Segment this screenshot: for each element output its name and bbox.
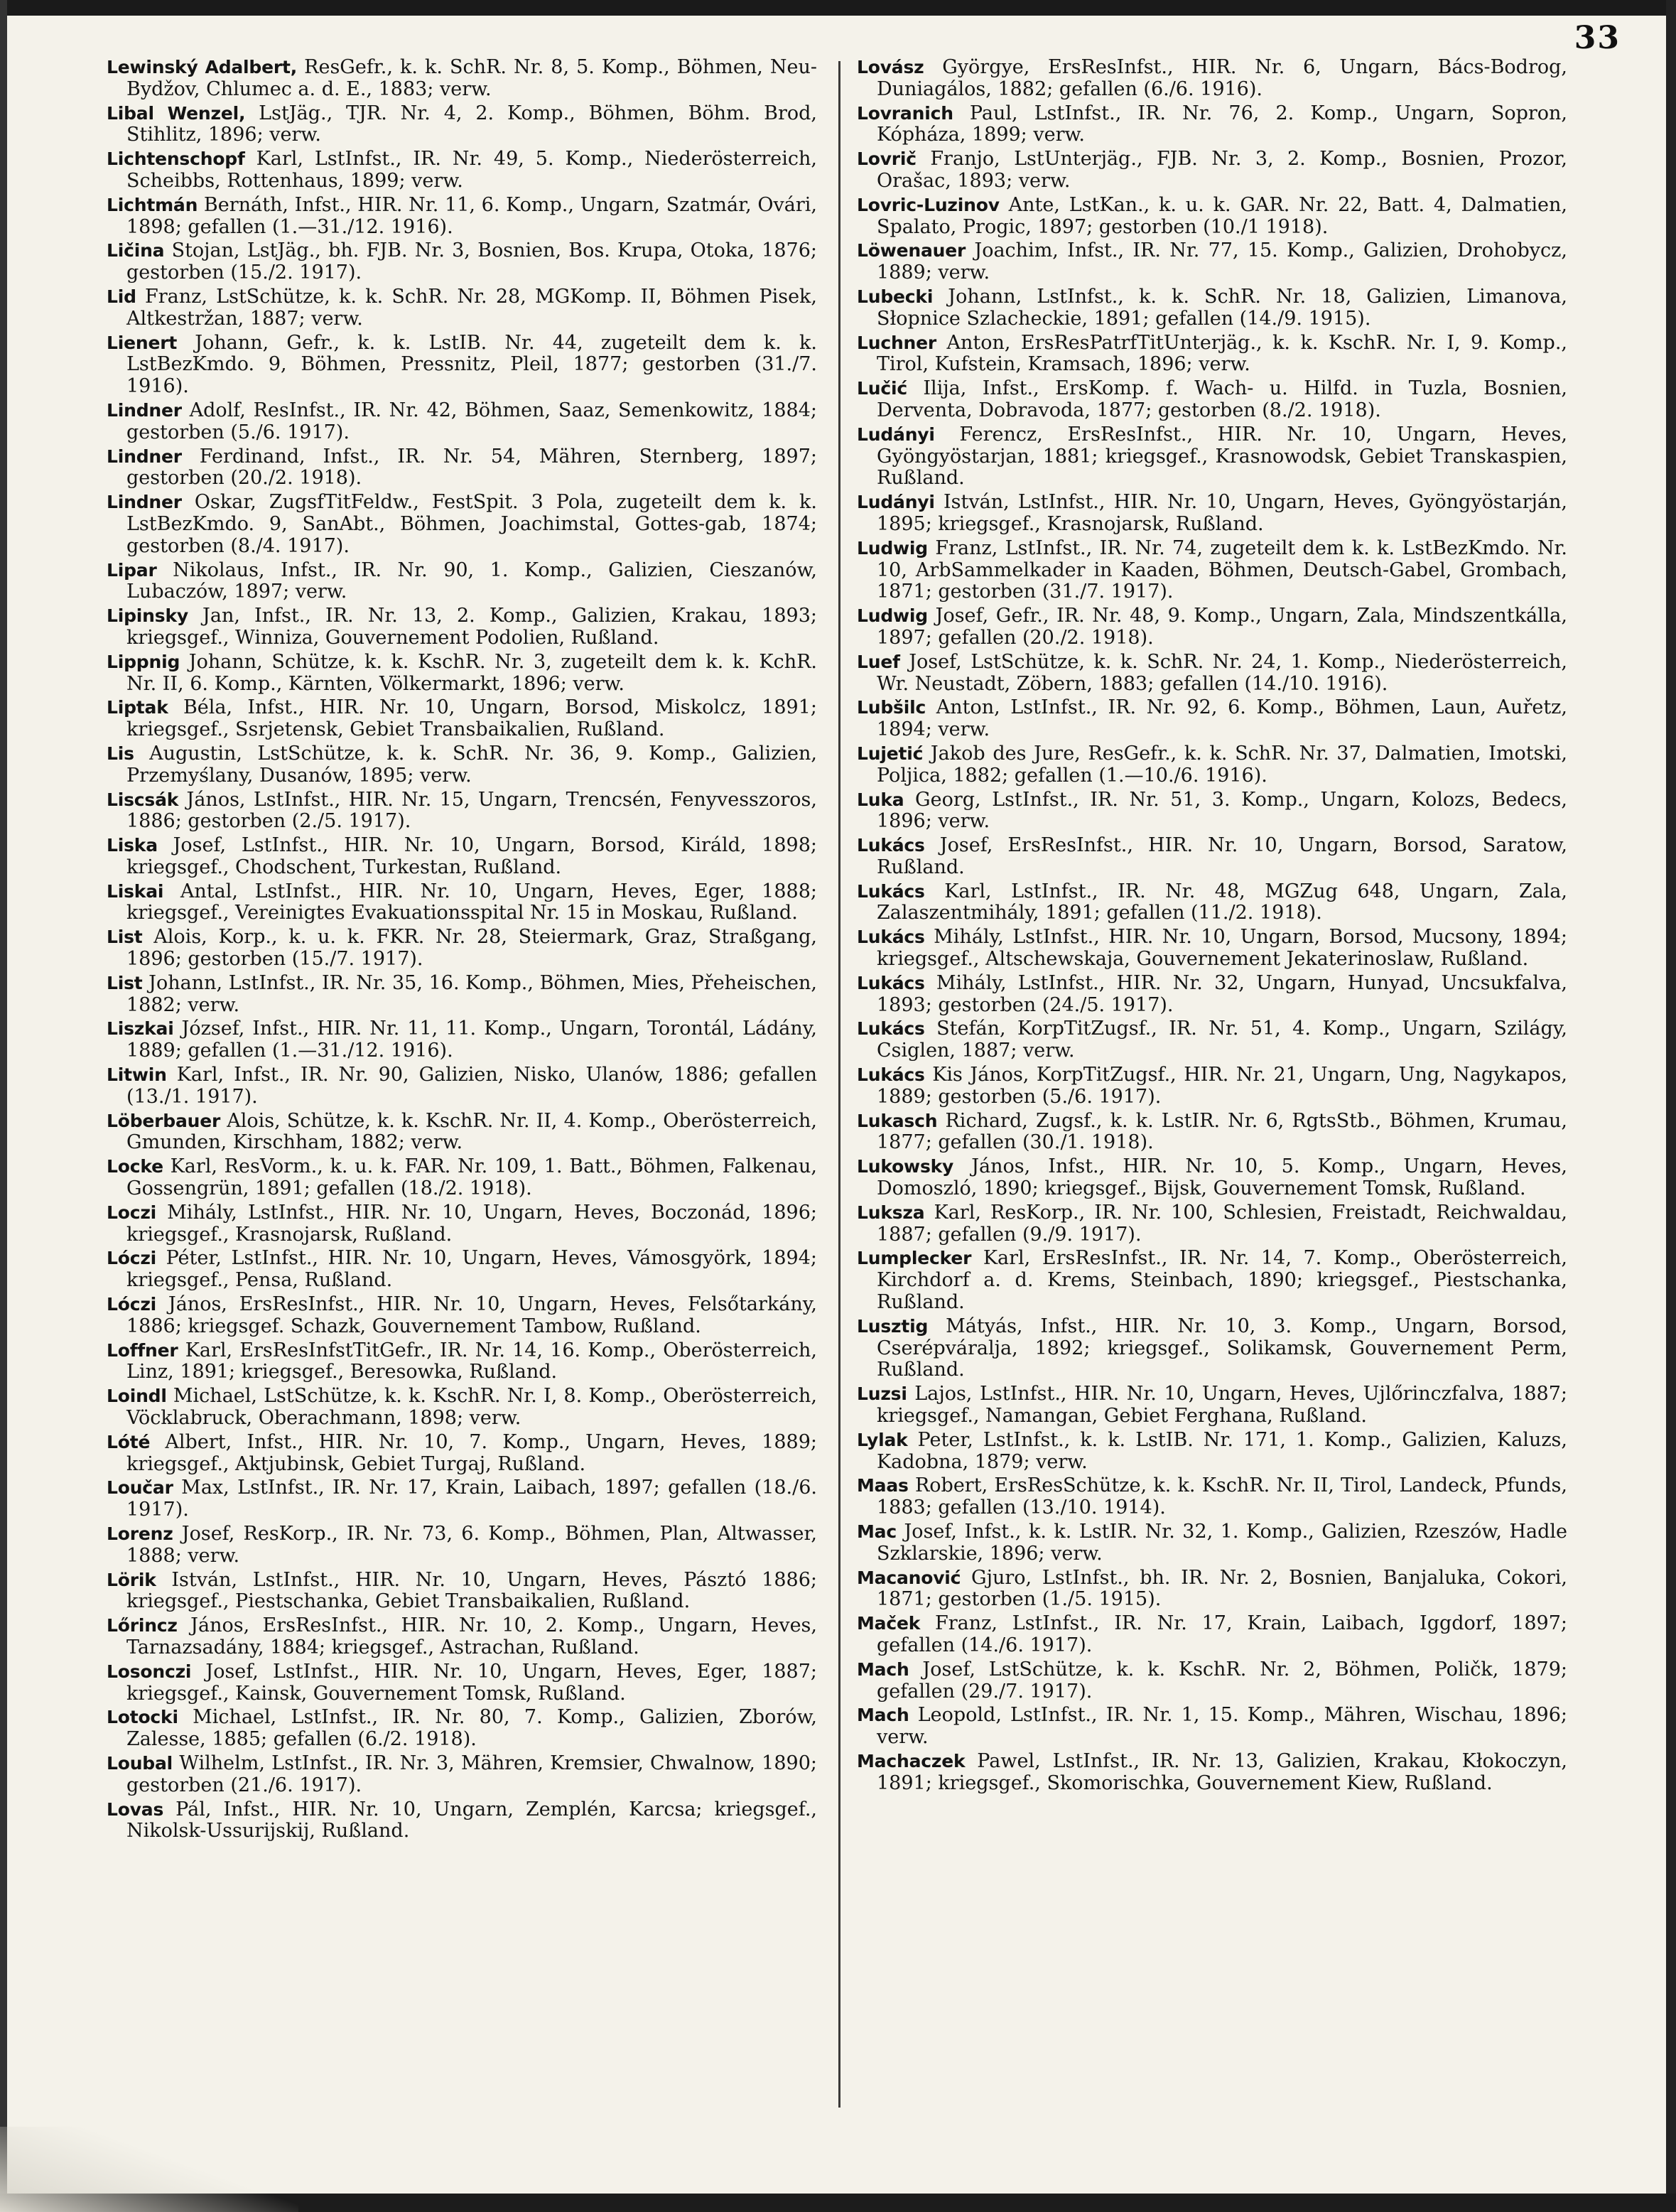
list-entry: [857, 1568, 1567, 1612]
entry-detail: Ferencz, ErsResInfst., HIR. Nr. 10, Ungarn, Heves, Gyöngyöstarjan, 1881; kriegsgef., Krasnowodsk, Gebiet Transkaspien, Rußland.: [877, 423, 1567, 490]
list-entry: [857, 1383, 1567, 1428]
entry-detail: Georg, LstInfst., IR. Nr. 51, 3. Komp., Ungarn, Kolozs, Bedecs, 1896; verw.: [877, 788, 1567, 833]
list-entry: [107, 927, 817, 971]
entry-detail: István, LstInfst., HIR. Nr. 10, Ungarn, Heves, Pásztó 1886; kriegsgef., Piestschanka, Gebiet Transbaikalien, Rußland.: [126, 1568, 817, 1613]
list-entry: [107, 1340, 817, 1384]
list-entry: [107, 1477, 817, 1521]
list-entry: [107, 286, 817, 330]
entry-name: Loučar: [107, 1477, 173, 1499]
entry-detail: Leopold, LstInfst., IR. Nr. 1, 15. Komp., Mähren, Wischau, 1896; verw.: [877, 1704, 1567, 1749]
entry-name: Lis: [107, 743, 134, 764]
list-entry: [857, 927, 1567, 971]
entry-detail: János, ErsResInfst., HIR. Nr. 10, 2. Komp., Ungarn, Heves, Tarnazsadány, 1884; kriegsgef., Astrachan, Rußland.: [126, 1614, 817, 1658]
list-entry: [107, 881, 817, 925]
list-entry: [857, 1018, 1567, 1062]
entry-detail: Lajos, LstInfst., HIR. Nr. 10, Ungarn, Heves, Ujlőrinczfalva, 1887; kriegsgef., Namangan, Gebiet Ferghana, Rußland.: [877, 1383, 1567, 1428]
entry-name: Lóczi: [107, 1248, 157, 1269]
entry-detail: Anton, LstInfst., IR. Nr. 92, 6. Komp., Böhmen, Laun, Auřetz, 1894; verw.: [877, 696, 1567, 741]
entry-name: Lorenz: [107, 1523, 173, 1544]
entry-name: Lubecki: [857, 286, 934, 307]
entry-detail: Max, LstInfst., IR. Nr. 17, Krain, Laibach, 1897; gefallen (18./6. 1917).: [126, 1477, 817, 1521]
entry-detail: Ilija, Infst., ErsKomp. f. Wach- u. Hilfd. in Tuzla, Bosnien, Derventa, Dobravoda, 1877; gestorben (8./2. 1918).: [877, 377, 1567, 421]
list-entry: [107, 492, 817, 557]
entry-name: Lukács: [857, 927, 925, 948]
entry-detail: Alois, Korp., k. u. k. FKR. Nr. 28, Steiermark, Graz, Straßgang, 1896; gestorben (15./7. 1917).: [126, 926, 817, 971]
entry-name: Liskai: [107, 880, 164, 902]
entry-name: Lukács: [857, 880, 925, 902]
entry-detail: Mihály, LstInfst., HIR. Nr. 10, Ungarn, Heves, Boczonád, 1896; kriegsgef., Krasnojarsk, Rußland.: [126, 1201, 817, 1246]
entry-name: Lóté: [107, 1431, 151, 1452]
entry-detail: Bernáth, Infst., HIR. Nr. 11, 6. Komp., Ungarn, Szatmár, Ovári, 1898; gefallen (1.—31./12. 1916).: [126, 193, 817, 238]
list-entry: [857, 652, 1567, 696]
entry-name: Luka: [857, 789, 904, 810]
list-entry: [857, 1430, 1567, 1474]
entry-detail: Josef, LstInfst., HIR. Nr. 10, Ungarn, Borsod, Királd, 1898; kriegsgef., Chodschent, Turkestan, Rußland.: [126, 834, 817, 878]
entry-detail: Mátyás, Infst., HIR. Nr. 10, 3. Komp., Ungarn, Borsod, Cserépváralja, 1892; kriegsgef., Solikamsk, Gouvernement Perm, Rußland.: [877, 1315, 1567, 1381]
list-entry: [857, 1064, 1567, 1108]
entry-detail: Peter, LstInfst., k. k. LstIB. Nr. 171, 1. Komp., Galizien, Kaluzs, Kadobna, 1879; verw.: [877, 1428, 1567, 1473]
entry-name: Lučić: [857, 378, 907, 399]
entry-name: Libal Wenzel,: [107, 102, 246, 124]
list-entry: [857, 1521, 1567, 1565]
entry-name: Ludányi: [857, 492, 935, 513]
list-entry: [857, 286, 1567, 330]
entry-detail: Györgye, ErsResInfst., HIR. Nr. 6, Ungarn, Bács-Bodrog, Duniagálos, 1882; gefallen (6./6. 1916).: [877, 57, 1567, 100]
entry-name: Lukowsky: [857, 1156, 954, 1177]
entry-detail: Josef, Infst., k. k. LstIR. Nr. 32, 1. Komp., Galizien, Rzeszów, Hadle Szklarskie, 1896; verw.: [877, 1521, 1567, 1565]
entry-name: Ličina: [107, 240, 165, 261]
entry-detail: Wilhelm, LstInfst., IR. Nr. 3, Mähren, Kremsier, Chwalnow, 1890; gestorben (21./6. 1917).: [126, 1752, 817, 1796]
entry-detail: Karl, ErsResInfstTitGefr., IR. Nr. 14, 16. Komp., Oberösterreich, Linz, 1891; kriegsgef., Beresowka, Rußland.: [126, 1339, 817, 1383]
list-entry: [857, 1613, 1567, 1657]
list-entry: [107, 743, 817, 787]
entry-detail: Franz, LstInfst., IR. Nr. 17, Krain, Laibach, Iggdorf, 1897; gefallen (14./6. 1917).: [877, 1612, 1567, 1656]
list-entry: [107, 240, 817, 284]
list-entry: [857, 1316, 1567, 1381]
list-entry: [857, 605, 1567, 649]
entry-name: Lindner: [107, 492, 182, 513]
entry-detail: Franjo, LstUnterjäg., FJB. Nr. 3, 2. Komp., Bosnien, Prozor, Orašac, 1893; verw.: [877, 148, 1567, 192]
entry-name: Lusztig: [857, 1315, 929, 1337]
list-entry: [857, 195, 1567, 239]
entry-detail: János, LstInfst., HIR. Nr. 15, Ungarn, Trencsén, Fenyvesszoros, 1886; gestorben (2./5. 1917).: [126, 788, 817, 833]
entry-name: Lovrič: [857, 149, 917, 170]
entry-name: Mach: [857, 1705, 909, 1726]
entry-name: Liska: [107, 835, 158, 856]
entry-detail: Antal, LstInfst., HIR. Nr. 10, Ungarn, Heves, Eger, 1888; kriegsgef., Vereinigtes Evakuationsspital Nr. 15 in Moskau, Rußland.: [126, 880, 817, 924]
entry-name: Luchner: [857, 332, 937, 353]
entry-name: Lörik: [107, 1569, 156, 1590]
list-entry: [107, 605, 817, 649]
entry-name: Mach: [857, 1658, 909, 1680]
entry-detail: ResGefr., k. k. SchR. Nr. 8, 5. Komp., Böhmen, Neu-Bydžov, Chlumec a. d. E., 1883; verw.: [126, 57, 817, 100]
entry-name: Loindl: [107, 1386, 167, 1407]
paper-tear-shadow: [0, 2127, 298, 2212]
entry-detail: Stefán, KorpTitZugsf., IR. Nr. 51, 4. Komp., Ungarn, Szilágy, Csiglen, 1887; verw.: [877, 1018, 1567, 1062]
entry-name: Machaczek: [857, 1750, 966, 1771]
entry-detail: Karl, LstInfst., IR. Nr. 49, 5. Komp., Niederösterreich, Scheibbs, Rottenhaus, 1899; verw.: [126, 148, 817, 192]
list-entry: [107, 1156, 817, 1200]
entry-detail: Alois, Schütze, k. k. KschR. Nr. II, 4. Komp., Oberösterreich, Gmunden, Kirschham, 1882; verw.: [126, 1109, 817, 1154]
scan-edge-left: [0, 0, 7, 2212]
entry-detail: LstJäg., TJR. Nr. 4, 2. Komp., Böhmen, Böhm. Brod, Stihlitz, 1896; verw.: [126, 102, 817, 146]
list-entry: [107, 652, 817, 696]
entry-name: List: [107, 972, 143, 993]
entry-detail: Albert, Infst., HIR. Nr. 10, 7. Komp., Ungarn, Heves, 1889; kriegsgef., Aktjubinsk, Gebiet Turgaj, Rußland.: [126, 1430, 817, 1475]
list-entry: [107, 1248, 817, 1292]
entry-detail: Ante, LstKan., k. u. k. GAR. Nr. 22, Batt. 4, Dalmatien, Spalato, Progic, 1897; gestorben (10./1 1918).: [877, 193, 1567, 238]
entry-detail: Karl, ResVorm., k. u. k. FAR. Nr. 109, 1. Batt., Böhmen, Falkenau, Gossengrün, 1891; gefallen (18./2. 1918).: [126, 1155, 817, 1200]
entry-name: Luzsi: [857, 1383, 907, 1405]
entry-detail: Josef, LstSchütze, k. k. SchR. Nr. 24, 1. Komp., Niederösterreich, Wr. Neustadt, Zöbern, 1883; gefallen (14./10. 1916).: [877, 650, 1567, 695]
entry-name: Lichtmán: [107, 194, 198, 215]
column-divider: [838, 61, 840, 2108]
list-entry: [107, 1799, 817, 1843]
list-entry: [857, 1475, 1567, 1519]
entry-detail: Karl, LstInfst., IR. Nr. 48, MGZug 648, Ungarn, Zala, Zalaszentmihály, 1891; gefallen (11./2. 1918).: [877, 880, 1567, 924]
entry-detail: István, LstInfst., HIR. Nr. 10, Ungarn, Heves, Gyöngyöstarján, 1895; kriegsgef., Krasnojarsk, Rußland.: [877, 491, 1567, 535]
entry-name: Lovas: [107, 1798, 164, 1820]
list-entry: [857, 1248, 1567, 1313]
entry-detail: Robert, ErsResSchütze, k. k. KschR. Nr. II, Tirol, Landeck, Pfunds, 1883; gefallen (13./10. 1914).: [877, 1474, 1567, 1519]
list-entry: [107, 1064, 817, 1108]
list-entry: [107, 149, 817, 193]
entry-detail: Karl, ErsResInfst., IR. Nr. 14, 7. Komp., Oberösterreich, Kirchdorf a. d. Krems, Steinbach, 1890; kriegsgef., Piestschanka, Rußland.: [877, 1247, 1567, 1314]
entry-detail: Stojan, LstJäg., bh. FJB. Nr. 3, Bosnien, Bos. Krupa, Otoka, 1876; gestorben (15./2. 1917).: [126, 239, 817, 284]
list-entry: [857, 57, 1567, 101]
list-entry: [107, 1661, 817, 1705]
entry-name: Maas: [857, 1475, 909, 1496]
entry-detail: Richard, Zugsf., k. k. LstIR. Nr. 6, RgtsStb., Böhmen, Krumau, 1877; gefallen (30./1. 1918).: [877, 1109, 1567, 1154]
entry-name: Loubal: [107, 1752, 173, 1774]
entry-detail: Johann, Gefr., k. k. LstIB. Nr. 44, zugeteilt dem k. k. LstBezKmdo. 9, Böhmen, Pressnitz, Pleil, 1877; gestorben (31./7. 1916).: [126, 331, 817, 398]
list-entry: [857, 743, 1567, 787]
list-entry: [107, 789, 817, 833]
entry-name: Löwenauer: [857, 240, 966, 261]
entry-name: Liptak: [107, 697, 168, 718]
entry-name: Lippnig: [107, 651, 180, 672]
entry-detail: Paul, LstInfst., IR. Nr. 76, 2. Komp., Ungarn, Sopron, Kópháza, 1899; verw.: [877, 102, 1567, 146]
entry-detail: József, Infst., HIR. Nr. 11, 11. Komp., Ungarn, Torontál, Ládány, 1889; gefallen (1.—31./12. 1916).: [126, 1018, 817, 1062]
entry-name: Lukács: [857, 972, 925, 993]
entry-name: Litwin: [107, 1064, 167, 1086]
list-entry: [107, 57, 817, 101]
list-entry: [857, 424, 1567, 490]
entry-name: Lid: [107, 286, 136, 307]
entry-name: Luksza: [857, 1202, 925, 1223]
entry-detail: Mihály, LstInfst., HIR. Nr. 32, Ungarn, Hunyad, Uncsukfalva, 1893; gestorben (24./5. 1917).: [877, 971, 1567, 1016]
list-entry: [107, 333, 817, 398]
entry-name: Lukács: [857, 1018, 925, 1040]
entry-name: Lóczi: [107, 1294, 157, 1315]
entry-name: Liszkai: [107, 1018, 174, 1040]
list-entry: [107, 400, 817, 444]
entry-name: Lipinsky: [107, 605, 188, 627]
entry-name: Lovric-Luzinov: [857, 194, 1000, 215]
list-entry: [107, 1523, 817, 1568]
entry-name: Lovranich: [857, 102, 953, 124]
entry-name: List: [107, 927, 143, 948]
entry-detail: Johann, LstInfst., IR. Nr. 35, 16. Komp., Böhmen, Mies, Přeheischen, 1882; verw.: [126, 971, 817, 1016]
entry-name: Lumplecker: [857, 1248, 972, 1269]
entry-detail: Nikolaus, Infst., IR. Nr. 90, 1. Komp., Galizien, Cieszanów, Lubaczów, 1897; verw.: [126, 559, 817, 603]
entry-detail: Augustin, LstSchütze, k. k. SchR. Nr. 36, 9. Komp., Galizien, Przemyślany, Dusanów, 1895; verw.: [126, 742, 817, 787]
entry-detail: Gjuro, LstInfst., bh. IR. Nr. 2, Bosnien, Banjaluka, Cokori, 1871; gestorben (1./5. 1915).: [877, 1566, 1567, 1611]
list-entry: [857, 240, 1567, 284]
entry-detail: Mihály, LstInfst., HIR. Nr. 10, Ungarn, Borsod, Mucsony, 1894; kriegsgef., Altschewskaja, Gouvernement Jekaterinoslaw, Rußland.: [877, 926, 1567, 971]
entry-name: Lipar: [107, 559, 157, 581]
entry-name: Lotocki: [107, 1707, 178, 1728]
list-entry: [107, 1615, 817, 1659]
list-entry: [107, 1432, 817, 1476]
list-entry: [107, 1707, 817, 1751]
entry-detail: Josef, ResKorp., IR. Nr. 73, 6. Komp., Böhmen, Plan, Altwasser, 1888; verw.: [126, 1523, 817, 1567]
entry-name: Loczi: [107, 1202, 157, 1223]
entry-detail: Josef, LstInfst., HIR. Nr. 10, Ungarn, Heves, Eger, 1887; kriegsgef., Kainsk, Gouvernement Tomsk, Rußland.: [126, 1660, 817, 1705]
entry-name: Mac: [857, 1521, 897, 1542]
entry-name: Lindner: [107, 446, 182, 467]
entry-detail: Michael, LstSchütze, k. k. KschR. Nr. I, 8. Komp., Oberösterreich, Vöcklabruck, Oberachmann, 1898; verw.: [126, 1385, 817, 1430]
list-entry: [107, 697, 817, 741]
entry-name: Luef: [857, 651, 900, 672]
entry-detail: Johann, Schütze, k. k. KschR. Nr. 3, zugeteilt dem k. k. KchR. Nr. II, 6. Komp., Kärnten, Völkermarkt, 1896; verw.: [126, 650, 817, 695]
list-entry: [857, 697, 1567, 741]
list-entry: [107, 1018, 817, 1062]
scan-edge-top: [0, 0, 1676, 16]
list-entry: [107, 560, 817, 604]
list-entry: [857, 333, 1567, 377]
list-entry: [857, 1111, 1567, 1155]
entry-name: Ludwig: [857, 537, 928, 559]
entry-detail: Ferdinand, Infst., IR. Nr. 54, Mähren, Sternberg, 1897; gestorben (20./2. 1918).: [126, 445, 817, 490]
entry-name: Losonczi: [107, 1661, 192, 1682]
entry-name: Loffner: [107, 1339, 178, 1361]
entry-name: Locke: [107, 1156, 163, 1177]
entry-name: Lujetić: [857, 743, 924, 764]
list-entry: [857, 789, 1567, 833]
list-entry: [107, 1111, 817, 1155]
list-entry: [857, 1659, 1567, 1703]
entry-name: Lovász: [857, 57, 924, 77]
entry-detail: Kis János, KorpTitZugsf., HIR. Nr. 21, Ungarn, Ung, Nagykapos, 1889; gestorben (5./6. 1917).: [877, 1064, 1567, 1108]
list-entry: [857, 973, 1567, 1017]
list-entry: [857, 1705, 1567, 1749]
list-entry: [857, 538, 1567, 603]
list-entry: [107, 835, 817, 879]
list-entry: [857, 378, 1567, 422]
scan-edge-right: [1666, 0, 1676, 2212]
list-entry: [857, 835, 1567, 879]
entry-detail: Pál, Infst., HIR. Nr. 10, Ungarn, Zemplén, Karcsa; kriegsgef., Nikolsk-Ussurijskij, Rußland.: [126, 1798, 817, 1843]
list-entry: [857, 1751, 1567, 1795]
entry-detail: Karl, Infst., IR. Nr. 90, Galizien, Nisko, Ulanów, 1886; gefallen (13./1. 1917).: [126, 1064, 817, 1108]
entry-detail: Béla, Infst., HIR. Nr. 10, Ungarn, Borsod, Miskolcz, 1891; kriegsgef., Ssrjetensk, Gebiet Transbaikalien, Rußland.: [126, 696, 817, 741]
entry-detail: Josef, ErsResInfst., HIR. Nr. 10, Ungarn, Borsod, Saratow, Rußland.: [877, 834, 1567, 878]
entry-detail: Joachim, Infst., IR. Nr. 77, 15. Komp., Galizien, Drohobycz, 1889; verw.: [877, 239, 1567, 284]
list-entry: [857, 492, 1567, 536]
entry-name: Lylak: [857, 1429, 908, 1450]
entry-name: Lindner: [107, 399, 182, 421]
entry-name: Lukács: [857, 835, 925, 856]
list-entry: [107, 1202, 817, 1246]
entry-name: Lubšilc: [857, 697, 926, 718]
list-entry: [857, 1202, 1567, 1246]
entry-detail: János, Infst., HIR. Nr. 10, 5. Komp., Ungarn, Heves, Domoszló, 1890; kriegsgef., Bijsk, Gouvernement Tomsk, Rußland.: [877, 1155, 1567, 1200]
left-column: [107, 57, 817, 2110]
entry-detail: Josef, LstSchütze, k. k. KschR. Nr. 2, Böhmen, Poličk, 1879; gefallen (29./7. 1917).: [877, 1658, 1567, 1703]
list-entry: [857, 149, 1567, 193]
entry-detail: Jakob des Jure, ResGefr., k. k. SchR. Nr. 37, Dalmatien, Imotski, Poljica, 1882; gefallen (1.—10./6. 1916).: [877, 742, 1567, 787]
list-entry: [107, 973, 817, 1017]
entry-name: Löberbauer: [107, 1110, 221, 1131]
entry-name: Lukács: [857, 1064, 925, 1086]
list-entry: [107, 195, 817, 239]
entry-name: Ludányi: [857, 423, 935, 445]
entry-detail: Franz, LstInfst., IR. Nr. 74, zugeteilt dem k. k. LstBezKmdo. Nr. 10, ArbSammelkader in Kaaden, Böhmen, Deutsch-Gabel, Grombach, 1871; gestorben (31./7. 1917).: [877, 536, 1567, 603]
entry-name: Ludwig: [857, 605, 928, 627]
entry-name: Macanović: [857, 1567, 961, 1588]
entry-name: Lienert: [107, 332, 178, 353]
entry-detail: Oskar, ZugsfTitFeldw., FestSpit. 3 Pola, zugeteilt dem k. k. LstBezKmdo. 9, SanAbt., Böhmen, Joachimstal, Gottes-gab, 1874; gestorben (8./4. 1917).: [126, 491, 817, 557]
right-column: [857, 57, 1567, 2110]
entry-detail: János, ErsResInfst., HIR. Nr. 10, Ungarn, Heves, Felsőtarkány, 1886; kriegsgef. Schazk, Gouvernement Tambow, Rußland.: [126, 1293, 817, 1337]
list-entry: [107, 1294, 817, 1338]
list-entry: [107, 446, 817, 490]
entry-detail: Karl, ResKorp., IR. Nr. 100, Schlesien, Freistadt, Reichwaldau, 1887; gefallen (9./9. 1917).: [877, 1201, 1567, 1246]
entry-detail: Adolf, ResInfst., IR. Nr. 42, Böhmen, Saaz, Semenkowitz, 1884; gestorben (5./6. 1917).: [126, 399, 817, 443]
list-entry: [857, 1156, 1567, 1200]
entry-detail: Michael, LstInfst., IR. Nr. 80, 7. Komp., Galizien, Zborów, Zalesse, 1885; gefallen (6./2. 1918).: [126, 1706, 817, 1751]
entry-name: Lőrincz: [107, 1615, 178, 1636]
entry-detail: Anton, ErsResPatrfTitUnterjäg., k. k. KschR. Nr. I, 9. Komp., Tirol, Kufstein, Kramsach, 1896; verw.: [877, 331, 1567, 376]
list-entry: [857, 103, 1567, 147]
list-entry: [107, 1570, 817, 1614]
page-number: 33: [1574, 20, 1621, 56]
entry-name: Lukasch: [857, 1110, 938, 1131]
entry-detail: Péter, LstInfst., HIR. Nr. 10, Ungarn, Heves, Vámosgyörk, 1894; kriegsgef., Pensa, Rußland.: [126, 1247, 817, 1292]
list-entry: [107, 1753, 817, 1797]
entry-name: Lichtenschopf: [107, 149, 245, 170]
entry-detail: Jan, Infst., IR. Nr. 13, 2. Komp., Galizien, Krakau, 1893; kriegsgef., Winniza, Gouvernement Podolien, Rußland.: [126, 605, 817, 649]
entry-name: Maček: [857, 1613, 921, 1634]
entry-detail: Pawel, LstInfst., IR. Nr. 13, Galizien, Krakau, Kłokoczyn, 1891; kriegsgef., Skomorischka, Gouvernement Kiew, Rußland.: [877, 1749, 1567, 1794]
list-entry: [107, 1386, 817, 1430]
entry-name: Lewinský Adalbert,: [107, 57, 298, 77]
entry-detail: Josef, Gefr., IR. Nr. 48, 9. Komp., Ungarn, Zala, Mindszentkálla, 1897; gefallen (20./2. 1918).: [877, 605, 1567, 649]
entry-detail: Johann, LstInfst., k. k. SchR. Nr. 18, Galizien, Limanova, Słopnice Szlacheckie, 1891; gefallen (14./9. 1915).: [877, 285, 1567, 330]
entry-detail: Franz, LstSchütze, k. k. SchR. Nr. 28, MGKomp. II, Böhmen Pisek, Altkestržan, 1887; verw.: [126, 285, 817, 330]
list-entry: [107, 103, 817, 147]
list-entry: [857, 881, 1567, 925]
entry-name: Liscsák: [107, 789, 179, 810]
